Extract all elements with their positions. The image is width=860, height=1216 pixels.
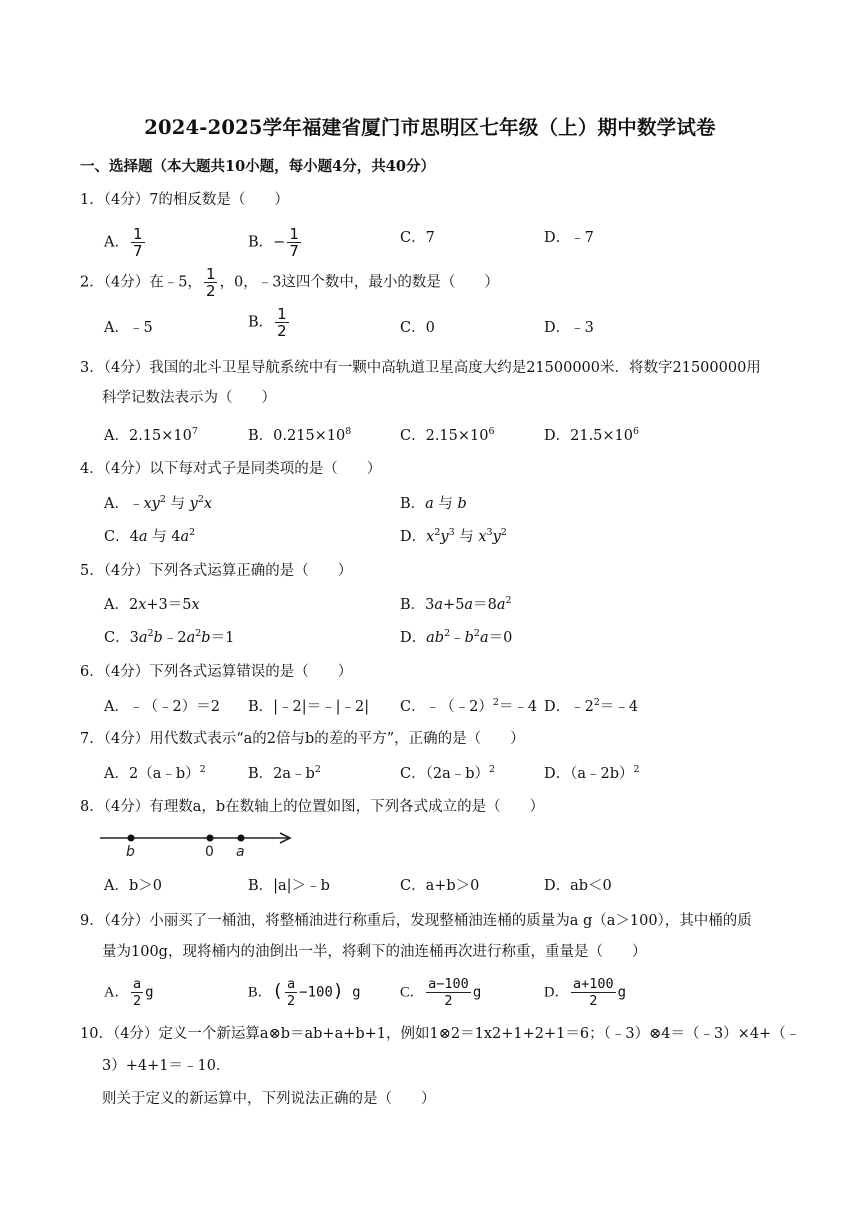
q9-option-d[interactable]: D． $\frac{a+100}{2}$ g [544,976,627,1009]
q9-option-b[interactable]: B．( $\frac{a}{2}$ −100) g [248,976,361,1009]
q4-option-a[interactable]: A．$﹣xy^2$ 与 $y^2x$ [104,494,213,512]
q2-option-d[interactable]: D．﹣3 [544,320,594,336]
fraction: $\frac{1}{7}$ [132,225,143,260]
q2-option-c[interactable]: C．0 [400,320,435,336]
question-10-stem-line1: 10．（4分）定义一个新运算a⊗b＝ab+a+b+1，例如1⊗2＝1x2+1+2+1＝6；（﹣3）⊗4＝（﹣3）×4+（﹣ [80,1026,801,1042]
q2-option-a[interactable]: A．﹣5 [104,320,153,336]
question-3-stem-line2: 科学记数法表示为（ ） [102,390,276,406]
fraction: $\frac{1}{2}$ [277,305,287,340]
point-b [128,835,135,842]
fraction: $\frac{a}{2}$ [287,976,296,1009]
q7-option-b[interactable]: B．$2a﹣b^2$ [248,764,321,782]
q3-option-c[interactable]: C．$2.15\times 10^6$ [400,426,495,444]
q1-option-c[interactable]: C．7 [400,230,435,246]
q1-option-b[interactable]: B．− $\frac{1}{7}$ [248,225,299,260]
q7-option-a[interactable]: A．2（a﹣b）$^2$ [104,764,206,782]
point-a [238,835,245,842]
q8-option-d[interactable]: D．ab＜0 [544,878,612,894]
q3-option-d[interactable]: D．$21.5\times 10^6$ [544,426,640,444]
question-5-stem: 5．（4分）下列各式运算正确的是（ ） [80,563,353,579]
fraction: $\frac{a}{2}$ [132,976,142,1009]
q7-option-c[interactable]: C．（2a﹣b）$^2$ [400,764,496,782]
fraction: $\frac{1}{7}$ [289,225,299,260]
section-heading: 一、选择题（本大题共10小题，每小题4分，共40分） [80,158,435,175]
question-10-stem-line2: 3）+4+1＝﹣10． [102,1058,231,1074]
question-3-stem-line1: 3．（4分）我国的北斗卫星导航系统中有一颗中高轨道卫星高度大约是21500000米．将数字21500000用 [80,360,761,376]
q8-option-a[interactable]: A．b＞0 [104,878,162,894]
q6-option-c[interactable]: C．﹣（﹣2）$^2$＝﹣4 [400,697,538,715]
label-zero: 0 [205,844,214,860]
question-9-stem-line2: 量为100g，现将桶内的油倒出一半，将剩下的油连桶再次进行称重，重量是（ ） [102,944,647,960]
question-4-stem: 4．（4分）以下每对式子是同类项的是（ ） [80,461,382,477]
q4-option-d[interactable]: D．$x^2y^3$ 与 $x^3y^2$ [400,527,507,545]
question-6-stem: 6．（4分）下列各式运算错误的是（ ） [80,664,353,680]
question-1-stem: 1．（4分）7的相反数是（ ） [80,192,289,208]
q3-option-a[interactable]: A．$2.15\times 10^7$ [104,426,198,444]
q4-option-c[interactable]: C．4a 与 $4a^2$ [104,527,196,545]
q1-option-d[interactable]: D．﹣7 [544,230,594,246]
label-a: a [236,844,245,860]
question-7-stem: 7．（4分）用代数式表示“a的2倍与b的差的平方”，正确的是（ ） [80,731,525,747]
q5-option-d[interactable]: D．$ab^2﹣b^2a=0$ [400,628,513,646]
fraction: $\frac{a+100}{2}$ [572,976,614,1009]
q8-option-b[interactable]: B．|a|＞﹣b [248,878,330,894]
q9-option-c[interactable]: C． $\frac{a-100}{2}$ g [400,976,482,1009]
q1-option-a[interactable]: A． $\frac{1}{7}$ [104,225,143,260]
q8-option-c[interactable]: C．a+b＞0 [400,878,480,894]
question-10-stem-line3: 则关于定义的新运算中，下列说法正确的是（ ） [102,1091,436,1107]
fraction: $\frac{1}{2}$ [205,265,216,300]
point-zero [207,835,214,842]
q6-option-b[interactable]: B．|﹣2|＝﹣|﹣2| [248,699,370,715]
q6-option-d[interactable]: D．$﹣2^2=﹣4$ [544,697,639,715]
q6-option-a[interactable]: A．﹣（﹣2）＝2 [104,699,220,715]
question-8-stem: 8．（4分）有理数a，b在数轴上的位置如图，下列各式成立的是（ ） [80,799,545,815]
question-2-stem: 2．（4分）在﹣5， $\frac{1}{2}$ ，0，﹣3这四个数中，最小的数是（ ） [80,265,499,300]
q5-option-a[interactable]: A．2x+3＝5x [104,597,200,613]
q7-option-d[interactable]: D．（a﹣2b）$^2$ [544,764,640,782]
number-line-figure [98,828,298,860]
q3-option-b[interactable]: B．$0.215\times 10^8$ [248,426,352,444]
q5-option-c[interactable]: C．$3a^2b﹣2a^2b=1$ [104,628,235,646]
q9-option-a[interactable]: A． $\frac{a}{2}$ g [104,976,154,1009]
q5-option-b[interactable]: B．$3a+5a=8a^2$ [400,595,512,613]
exam-title: 2024-2025学年福建省厦门市思明区七年级（上）期中数学试卷 [144,116,716,139]
q4-option-b[interactable]: B．a 与 b [400,496,467,512]
question-9-stem-line1: 9．（4分）小丽买了一桶油，将整桶油进行称重后，发现整桶油连桶的质量为a g（a＞100），其中桶的质 [80,913,752,929]
label-b: b [126,844,135,860]
fraction: $\frac{a-100}{2}$ [428,976,469,1009]
q2-option-b[interactable]: B． $\frac{1}{2}$ [248,305,287,340]
